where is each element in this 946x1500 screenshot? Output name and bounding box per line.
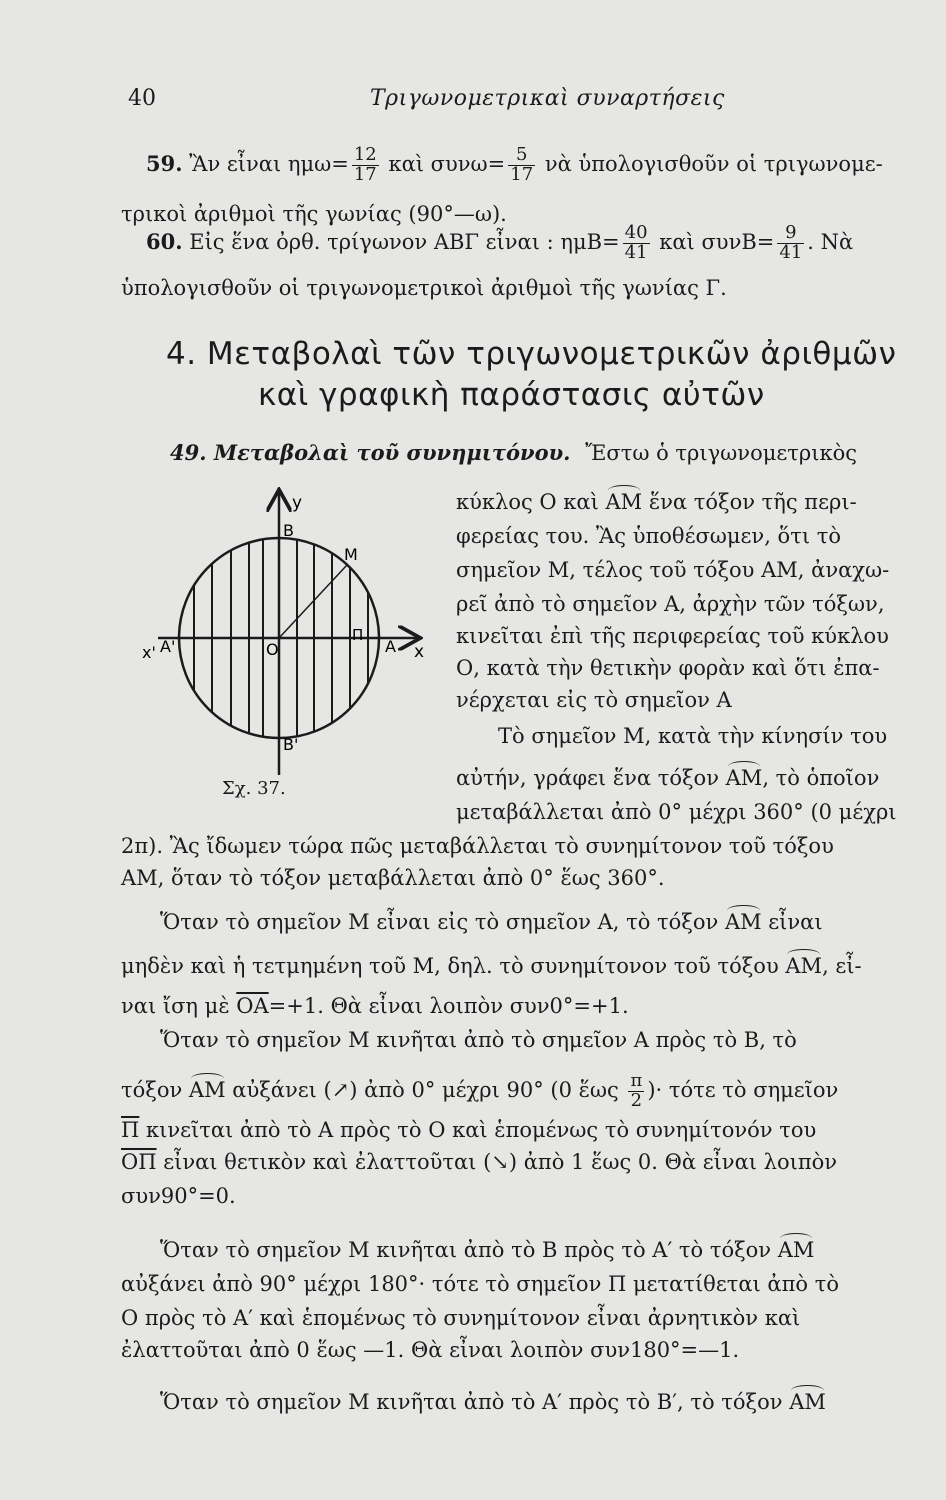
fraction-pi-2: $\frac{\pi}{2}$: [630, 1070, 643, 1111]
label-P: Π: [352, 626, 364, 644]
para3-line2: τόξον ΑΜ αὐξάνει (↗) ἀπὸ 0° μέχρι 90° (0 ἕως $\frac{\pi}{2}$ )· τότε τὸ σημεῖον: [121, 1070, 839, 1111]
section-heading-line2: καὶ γραφικὴ παράστασις αὐτῶν: [258, 377, 765, 413]
para1-line11: 2π). Ἂς ἴδωμεν τώρα πῶς μεταβάλλεται τὸ συνημίτονον τοῦ τόξου: [121, 834, 834, 858]
para4-line3: Ο πρὸς τὸ Α′ καὶ ἑπομένως τὸ συνημίτονον εἶναι ἀρνητικὸν καὶ: [121, 1306, 801, 1330]
fraction-12-17: $\frac{12}{17}$: [353, 144, 377, 185]
para1-line9: αὐτήν, γράφει ἕνα τόξον ΑΜ, τὸ ὁποῖον: [456, 766, 880, 790]
para1-line1: κύκλος Ο καὶ ΑΜ ἕνα τόξον τῆς περι-: [456, 490, 857, 514]
subsection-heading: 49. Μεταβολαὶ τοῦ συνημιτόνου.: [170, 440, 571, 465]
exercise-59-number: 59.: [146, 150, 183, 176]
exercise-59-line2: τρικοὶ ἀριθμοὶ τῆς γωνίας (90°—ω).: [121, 202, 507, 226]
label-O: O: [266, 640, 279, 659]
para3-line5: συν90°=0.: [121, 1184, 236, 1208]
page-number: 40: [128, 86, 156, 111]
fraction-40-41: $\frac{40}{41}$: [624, 222, 648, 263]
label-A-prime: A': [160, 637, 176, 656]
exercise-60-number: 60.: [146, 228, 183, 254]
para1-line12: ΑΜ, ὅταν τὸ τόξον μεταβάλλεται ἀπὸ 0° ἕως 360°.: [121, 866, 665, 890]
label-A: A: [385, 637, 396, 656]
para1-line7: νέρχεται εἰς τὸ σημεῖον Α: [456, 688, 732, 712]
figure-37-unit-circle: [140, 480, 450, 810]
para5-line1: Ὅταν τὸ σημεῖον Μ κινῆται ἀπὸ τὸ Α′ πρὸς τὸ Β′, τὸ τόξον ΑΜ: [160, 1390, 826, 1414]
exercise-59-line1: 59. Ἂν εἶναι ημω= $\frac{12}{17}$ καὶ συνω= $\frac{5}{17}$ νὰ ὑπολογισθοῦν οἱ τριγωνομε-: [146, 144, 883, 185]
exercise-60-line1: 60. Εἰς ἕνα ὀρθ. τρίγωνον ΑΒΓ εἶναι : ημΒ= $\frac{40}{41}$ καὶ συνΒ= $\frac{9}{41}$ . Νὰ: [146, 222, 854, 263]
para1-line3: σημεῖον Μ, τέλος τοῦ τόξου ΑΜ, ἀναχω-: [456, 558, 890, 582]
para1-line4: ρεῖ ἀπὸ τὸ σημεῖον Α, ἀρχὴν τῶν τόξων,: [456, 592, 885, 616]
label-B-prime: B': [283, 735, 299, 754]
para2-line2: μηδὲν καὶ ἡ τετμημένη τοῦ Μ, δηλ. τὸ συνημίτονον τοῦ τόξου ΑΜ, εἶ-: [121, 954, 862, 978]
para4-line1: Ὅταν τὸ σημεῖον Μ κινῆται ἀπὸ τὸ Β πρὸς τὸ Α′ τὸ τόξον ΑΜ: [160, 1238, 815, 1262]
label-y: y: [292, 493, 303, 513]
para1-line10: μεταβάλλεται ἀπὸ 0° μέχρι 360° (0 μέχρι: [456, 800, 897, 824]
para4-line2: αὐξάνει ἀπὸ 90° μέχρι 180°· τότε τὸ σημεῖον Π μετατίθεται ἀπὸ τὸ: [121, 1272, 839, 1296]
para1-line5: κινεῖται ἐπὶ τῆς περιφερείας τοῦ κύκλου: [456, 624, 889, 648]
label-M: M: [344, 545, 358, 564]
subsection-49-line: 49. Μεταβολαὶ τοῦ συνημιτόνου. Ἔστω ὁ τριγωνομετρικὸς: [170, 440, 857, 465]
para3-line3: $\overline{\Pi}$ κινεῖται ἀπὸ τὸ Α πρὸς τὸ Ο καὶ ἑπομένως τὸ συνημίτονόν του: [121, 1118, 817, 1142]
fraction-9-41: $\frac{9}{41}$: [779, 222, 803, 263]
para1-line6: Ο, κατὰ τὴν θετικὴν φορὰν καὶ ὅτι ἐπα-: [456, 656, 880, 680]
running-title: Τριγωνομετρικαὶ συναρτήσεις: [370, 86, 725, 111]
para3-line4: $\overline{O\Pi}$ εἶναι θετικὸν καὶ ἐλαττοῦται (↘) ἀπὸ 1 ἕως 0. Θὰ εἶναι λοιπὸν: [121, 1150, 838, 1174]
para4-line4: ἐλαττοῦται ἀπὸ 0 ἕως —1. Θὰ εἶναι λοιπὸν συν180°=—1.: [121, 1338, 740, 1362]
para2-line3: ναι ἴση μὲ $\overline{OA}=+1$. Θὰ εἶναι λοιπὸν συν0°=+1.: [121, 994, 629, 1018]
para2-line1: Ὅταν τὸ σημεῖον Μ εἶναι εἰς τὸ σημεῖον Α, τὸ τόξον ΑΜ εἶναι: [160, 910, 823, 934]
para1-line8: Τὸ σημεῖον Μ, κατὰ τὴν κίνησίν του: [498, 724, 888, 748]
section-heading-line1: 4. Μεταβολαὶ τῶν τριγωνομετρικῶν ἀριθμῶν: [166, 336, 897, 372]
para3-line1: Ὅταν τὸ σημεῖον Μ κινῆται ἀπὸ τὸ σημεῖον Α πρὸς τὸ Β, τὸ: [160, 1028, 797, 1052]
exercise-60-line2: ὑπολογισθοῦν οἱ τριγωνομετρικοὶ ἀριθμοὶ τῆς γωνίας Γ.: [121, 276, 727, 300]
para1-line2: φερείας του. Ἂς ὑποθέσωμεν, ὅτι τὸ: [456, 524, 841, 548]
figure-caption: Σχ. 37.: [222, 778, 286, 799]
label-x-prime: x': [142, 643, 156, 662]
label-B: B: [283, 521, 294, 540]
label-x: x: [414, 642, 425, 662]
fraction-5-17: $\frac{5}{17}$: [510, 144, 534, 185]
